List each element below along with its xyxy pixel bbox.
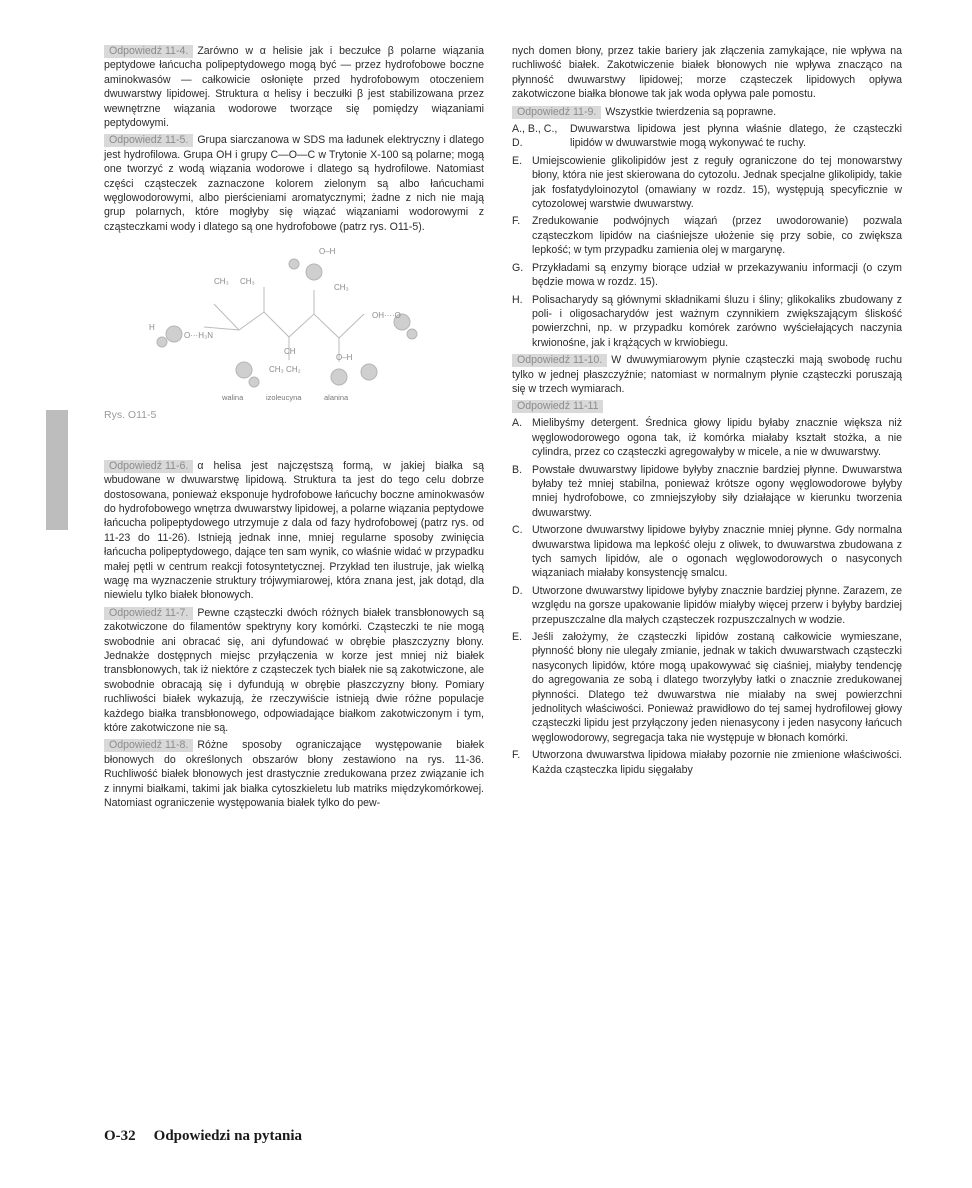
item-text: Powstałe dwuwarstwy lipidowe byłyby znacznie bardziej płynne. Dwuwarstwa byłaby też mniej stabilna, ponieważ krótsze ogony węglowodorowe byłyby mniej hydrofobowe, co zmniejszyłoby siły działające w kierunku tworzenia dwuwarstwy. xyxy=(532,463,902,519)
answer-label: Odpowiedź 11-7. xyxy=(104,607,193,620)
right-column xyxy=(512,44,902,780)
item-key: E. xyxy=(512,631,523,644)
item-key: B. xyxy=(512,463,523,476)
answer-label: Odpowiedź 11-11 xyxy=(512,400,603,413)
item-text: Przykładami są enzymy biorące udział w przekazywaniu informacji (o czym będzie mowa w rozdz. 15). xyxy=(532,261,902,289)
svg-text:CH: CH xyxy=(284,347,296,357)
list-item xyxy=(512,748,902,777)
answer-text: Zarówno w α helisie jak i beczułce β polarne wiązania peptydowe łańcucha polipeptydowego mogą być — przez hydrofobowe boczne aminokwasów — całkowicie osłonięte przed hydrofobowym otoczeniem dwuwarstwy lipidowej. Struktura α helisy i beczułki β jest stabilizowana przez wewnętrzne wiązania wodorowe tworzące się pomiędzy wiązaniami peptydowymi. xyxy=(104,45,484,130)
molecule-name-valine: walina xyxy=(222,393,244,403)
answer-text: Wszystkie twierdzenia są poprawne. xyxy=(605,105,777,118)
answer-text: W dwuwymiarowym płynie cząsteczki mają swobodę ruchu tylko w jednej płaszczyźnie; natomiast w normalnym płynie cząsteczki poruszają się w trzech wymiarach. xyxy=(512,354,902,395)
running-title: Odpowiedzi na pytania xyxy=(153,1128,303,1144)
item-key: C. xyxy=(512,524,523,537)
item-key: G. xyxy=(512,261,524,274)
answer-text: Różne sposoby ograniczające występowanie białek błonowych do określonych obszarów błony zestawiono na rys. 11-36. Ruchliwość białek błonowych jest drastycznie zredukowana przez związanie ich z innymi białkami, takimi jak białka cytoszkieletu lub matriks międzykomórkowej. Natomiast ograniczenie występowania białek tylko do pew- xyxy=(104,739,484,810)
list-item xyxy=(512,122,902,151)
list-item xyxy=(512,154,902,212)
answer-11-6 xyxy=(104,459,484,603)
item-key: H. xyxy=(512,293,523,306)
list-item xyxy=(512,214,902,257)
item-text: Dwuwarstwa lipidowa jest płynna właśnie dlatego, że cząsteczki lipidów w dwuwarstwie mogą wykonywać te ruchy. xyxy=(570,123,902,150)
svg-text:OH····O: OH····O xyxy=(372,311,401,321)
item-text: Umiejscowienie glikolipidów jest z reguły ograniczone do tej monowarstwy błony, która nie jest skierowana do cytozolu. Jednak specjalne glikolipidy, takie jak fosfatydyloinozytol (omawiany w rozdz. 15), występują specyficznie w cytozolowej warstwie dwuwarstwy. xyxy=(532,154,902,211)
svg-text:O–H: O–H xyxy=(336,353,353,363)
answer-label: Odpowiedź 11-10. xyxy=(512,354,607,367)
svg-text:CH₃: CH₃ xyxy=(240,277,255,287)
list-item xyxy=(512,584,902,627)
molecule-diagram xyxy=(144,242,444,402)
figure-caption: Rys. O11-5 xyxy=(104,409,157,422)
item-text: Utworzone dwuwarstwy lipidowe byłyby znacznie mniej płynne. Gdy normalna dwuwarstwa lipidowa ma lepkość oleju z oliwek, to dwuwarstwa zbudowana z tych samych lipidów, ale o ogonach węglowodorowych o nasyconych wiązaniach miałaby konsystencję smalcu. xyxy=(532,524,902,580)
answer-label: Odpowiedź 11-4. xyxy=(104,45,193,58)
item-text: Utworzona dwuwarstwa lipidowa miałaby pozornie nie zmienione właściwości. Każda cząsteczka lipidu sięgałaby xyxy=(532,749,902,776)
side-tab-marker xyxy=(46,410,68,530)
answer-text: Pewne cząsteczki dwóch różnych białek transbłonowych są zakotwiczone do filamentów spektryny kory komórki. Cząsteczki te nie mogą swobodnie ani obracać się, ani dyfundować w obrębie płaszczyzny błony. Jednakże dostępnych miejsc przyłączenia w korze jest mniej niż białek transbłonowych, tak iż niektóre z cząsteczek tych białek nie są zakotwiczone, ale swobodnie obracają się i dyfundują w obrębie płaszczyzny błony. Pomiary ruchliwości białek wykazują, że rzeczywiście istnieją dwie różne populacje każdego białka transbłonowego, odpowiadające białkom zakotwiczonym i tym, które zakotwiczone nie są. xyxy=(104,606,484,734)
list-item xyxy=(512,463,902,521)
answer-11-8 xyxy=(104,738,484,810)
svg-text:O–H: O–H xyxy=(319,247,336,257)
answer-label: Odpowiedź 11-8. xyxy=(104,739,193,752)
svg-text:H: H xyxy=(149,323,155,333)
svg-text:CH₃ CH₂: CH₃ CH₂ xyxy=(269,365,301,375)
answer-11-11 xyxy=(512,399,902,777)
answer-11-9 xyxy=(512,105,902,119)
list-item xyxy=(512,416,902,459)
item-key: F. xyxy=(512,215,521,228)
list-item xyxy=(512,261,902,290)
answer-11-7 xyxy=(104,606,484,736)
figure-o11-5 xyxy=(104,242,484,402)
continued-paragraph: nych domen błony, przez takie bariery jak złączenia zamykające, nie wpływa na ruchliwość białek. Zakotwiczenie białek błonowych nie wpływa znacząco na płynność dwuwarstwy lipidowej; morze cząsteczek lipidowych opływa zakotwiczone białka błonowe tak jak woda opływa pale pomostu. xyxy=(512,45,902,101)
item-text: Mielibyśmy detergent. Średnica głowy lipidu byłaby znacznie większa niż węglowodorowego ogona tak, iż komórka miałaby kształt stożka, a nie cylindra, przez co cząsteczki agregowałyby w micele, a nie w dwuwarstwy. xyxy=(532,417,902,459)
svg-text:CH₃: CH₃ xyxy=(334,283,349,293)
page-footer xyxy=(104,1128,302,1145)
item-key: A. xyxy=(512,417,523,430)
item-key: E. xyxy=(512,154,523,167)
list-item xyxy=(512,523,902,581)
item-text: Utworzone dwuwarstwy lipidowe byłyby znacznie bardziej płynne. Zarazem, ze względu na gorsze upakowanie lipidów miałyby więcej przerw i byłyby bardziej przepuszczalne dla małych cząsteczek rozpuszczalnych w wodzie. xyxy=(532,584,902,626)
item-text: Zredukowanie podwójnych wiązań (przez uwodorowanie) pozwala cząsteczkom lipidów na ciaśniejsze ułożenie się przy sobie, co zwiększa lepkość; w tym przypadku zamienia olej w margarynę. xyxy=(532,215,902,257)
answer-label: Odpowiedź 11-9. xyxy=(512,106,601,119)
item-text: Polisacharydy są głównymi składnikami śluzu i śliny; glikokaliks zbudowany z poli- i oligosacharydów jest ważnym czynnikiem zwiększającym śliskość powierzchni, np. w przypadku komórek zarówno wyściełających naczynia krwionośne, jak i krążących w krwiobiegu. xyxy=(532,293,902,349)
answer-text: α helisa jest najczęstszą formą, w jakiej białka są wbudowane w dwuwarstwę lipidową. Struktura ta jest do tego celu dobrze dostosowana, ponieważ eksponuje hydrofobowe łańcuchy boczne aminokwasów do hydrofobowego wnętrza dwuwarstwy lipidowej, a polarne wiązania peptydowe łańcucha polipeptydowego utrzymuje z dala od fazy hydrofobowej (patrz rys. od 11-23 do 11-26). Istnieją jednak inne, mniej regularne sposoby zwinięcia łańcucha polipeptydowego, dające ten sam wynik, co właśnie widać w przypadku małej pętli w centrum reakcji fotosyntetycznej. Przykład ten ilustruje, jak wielką wagę ma wyznaczenie struktury trójwymiarowej, która znana jest, jak dotąd, dla niewielu tylko białek błonowych. xyxy=(104,459,484,602)
list-item xyxy=(512,630,902,745)
answer-label: Odpowiedź 11-5. xyxy=(104,134,193,147)
item-text: Jeśli założymy, że cząsteczki lipidów zostaną całkowicie wymieszane, płynność błony nie ulegały zmianie, jednak w takich dwuwarstwach cząsteczki nasyconych lipidów, które mogą upakowywać się ciaśniej, miałyby tendencję do agregowania ze sobą i dlatego tworzyłyby łatki o znacznie zredukowanej płynności. Dlatego też dwuwarstwa nie miałaby na swej powierzchni jednolitych właściwości. Ponieważ prawidłowo do tej samej hydrofilowej głowy cząsteczki lipidu jest przyłączony jeden nienasycony i jeden nasycony łańcuch węglowodorowy, segregacja taka nie występuje w błonach komórki. xyxy=(532,631,902,744)
page-number: O-32 xyxy=(104,1128,136,1144)
answer-label: Odpowiedź 11-6. xyxy=(104,460,193,473)
answer-11-4 xyxy=(104,44,484,130)
answer-11-5 xyxy=(104,133,484,234)
item-key: D. xyxy=(512,584,523,597)
answer-11-10 xyxy=(512,353,902,396)
svg-text:CH₃: CH₃ xyxy=(214,277,229,287)
molecule-name-alanine: alanina xyxy=(324,393,349,403)
answer-text: Grupa siarczanowa w SDS ma ładunek elektryczny i dlatego jest hydrofilowa. Grupa OH i grupy C—O—C w Trytonie X-100 są polarne; mogą one tworzyć z wodą wiązania wodorowe i dlatego są hydrofilowe. Natomiast części cząsteczek zaznaczone kolorem zielonym są albo łańcuchami węglowodorowymi, albo pierścieniami aromatycznymi; żadne z nich nie mają grup polarnych, które mogłyby się wiązać wiązaniami wodorowymi z cząsteczkami wody i dlatego są one hydrofobowe (patrz rys. O11-5). xyxy=(104,134,484,233)
item-key: A., B., C., D. xyxy=(512,123,558,150)
molecule-name-isoleucine: izoleucyna xyxy=(266,393,302,403)
item-key: F. xyxy=(512,749,521,762)
svg-text:O···H₃N: O···H₃N xyxy=(184,331,214,341)
left-column xyxy=(104,44,484,813)
list-item xyxy=(512,293,902,351)
